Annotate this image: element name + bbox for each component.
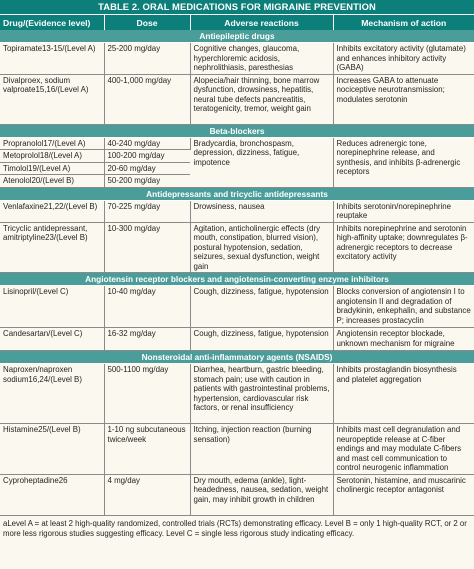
drug-cell: Cyproheptadine26 xyxy=(0,474,104,515)
drug-cell: Propranolol17/(Level A) xyxy=(0,137,104,150)
drug-cell: Candesartan/(Level C) xyxy=(0,328,104,351)
table-row xyxy=(0,424,474,475)
dose-cell: 400-1,000 mg/day xyxy=(104,74,190,124)
table-footnote: aLevel A = at least 2 high-quality randomized, controlled trials (RCTs) demonstrating efficacy. Level B = only 1 high-quality RCT, or 2 or more less rigorous studies suggesting efficacy. Level C = single less rigorous study indicating efficacy. xyxy=(0,516,474,542)
dose-cell: 10-40 mg/day xyxy=(104,286,190,328)
mechanism-cell: Inhibits prostaglandin biosynthesis and platelet aggregation xyxy=(333,364,474,424)
section-title: Beta-blockers xyxy=(0,124,474,137)
medication-table xyxy=(0,14,474,516)
section-row xyxy=(0,124,474,137)
section-row xyxy=(0,187,474,200)
drug-cell: Tricyclic antidepressant, amitriptyline23/(Level B) xyxy=(0,222,104,273)
section-title: Angiotensin receptor blockers and angiotensin-converting enzyme inhibitors xyxy=(0,273,474,286)
table-row xyxy=(0,74,474,124)
adverse-cell: Cognitive changes, glaucoma, hyperchloremic acidosis, nephrolithiasis, paresthesias xyxy=(190,43,333,75)
table-row xyxy=(0,286,474,328)
mechanism-cell: Inhibits excitatory activity (glutamate) and enhances inhibitory activity (GABA) xyxy=(333,43,474,75)
section-row xyxy=(0,351,474,364)
section-row xyxy=(0,30,474,43)
dose-cell: 10-300 mg/day xyxy=(104,222,190,273)
drug-cell: Lisinopril/(Level C) xyxy=(0,286,104,328)
section-title: Antiepileptic drugs xyxy=(0,30,474,43)
drug-cell: Metoprolol18/(Level A) xyxy=(0,150,104,163)
dose-cell: 500-1100 mg/day xyxy=(104,364,190,424)
header-adverse-reactions: Adverse reactions xyxy=(190,15,333,31)
adverse-cell: Diarrhea, heartburn, gastric bleeding, stomach pain; use with caution in patients with gastrointestinal problems, hypertension, cardiovascular risk factors, or renal insufficiency xyxy=(190,364,333,424)
drug-cell: Naproxen/naproxen sodium16,24/(Level B) xyxy=(0,364,104,424)
header-mechanism: Mechanism of action xyxy=(333,15,474,31)
adverse-cell: Bradycardia, bronchospasm, depression, dizziness, fatigue, impotence xyxy=(190,137,333,187)
mechanism-cell: Angiotensin receptor blockade, unknown mechanism for migraine xyxy=(333,328,474,351)
dose-cell: 16-32 mg/day xyxy=(104,328,190,351)
header-row xyxy=(0,15,474,31)
mechanism-cell: Inhibits norepinephrine and serotonin high-affinity uptake; downregulates β-adrenergic receptors to decrease excitatory activity xyxy=(333,222,474,273)
table-title: TABLE 2. ORAL MEDICATIONS FOR MIGRAINE PREVENTION xyxy=(0,0,474,14)
table-row xyxy=(0,222,474,273)
adverse-cell: Itching, injection reaction (burning sensation) xyxy=(190,424,333,475)
table-row xyxy=(0,474,474,515)
adverse-cell: Alopecia/hair thinning, bone marrow dysfunction, drowsiness, hepatitis, neural tube defects pancreatitis, teratogenicity, tremor, weight gain xyxy=(190,74,333,124)
dose-cell: 70-225 mg/day xyxy=(104,200,190,222)
dose-cell: 25-200 mg/day xyxy=(104,43,190,75)
dose-cell: 50-200 mg/day xyxy=(104,175,190,188)
adverse-cell: Dry mouth, edema (ankle), light-headedness, nausea, sedation, weight gain, may inhibit growth in children xyxy=(190,474,333,515)
header-drug: Drug/(Evidence level) xyxy=(0,15,104,31)
header-dose: Dose xyxy=(104,15,190,31)
mechanism-cell: Inhibits mast cell degranulation and neuropeptide release at C-fiber endings and may modulate C-fibers and mast cell communication to control neurogenic inflammation xyxy=(333,424,474,475)
dose-cell: 1-10 ng subcutaneous twice/week xyxy=(104,424,190,475)
mechanism-cell: Reduces adrenergic tone, norepinephrine release, and synthesis, and inhibits β-adrenergic receptors xyxy=(333,137,474,187)
drug-cell: Divalproex, sodium valproate15,16/(Level A) xyxy=(0,74,104,124)
drug-cell: Venlafaxine21,22/(Level B) xyxy=(0,200,104,222)
drug-cell: Histamine25/(Level B) xyxy=(0,424,104,475)
adverse-cell: Drowsiness, nausea xyxy=(190,200,333,222)
adverse-cell: Agitation, anticholinergic effects (dry mouth, constipation, blurred vision), postural hypotension, sedation, seizures, sexual dysfunction, weight gain xyxy=(190,222,333,273)
adverse-cell: Cough, dizziness, fatigue, hypotension xyxy=(190,286,333,328)
section-title: Nonsteroidal anti-inflammatory agents (NSAIDS) xyxy=(0,351,474,364)
mechanism-cell: Increases GABA to attenuate nociceptive neurotransmission; modulates serotonin xyxy=(333,74,474,124)
table-row xyxy=(0,137,474,150)
dose-cell: 40-240 mg/day xyxy=(104,137,190,150)
drug-cell: Timolol19/(Level A) xyxy=(0,162,104,175)
adverse-cell: Cough, dizziness, fatigue, hypotension xyxy=(190,328,333,351)
table-row xyxy=(0,328,474,351)
mechanism-cell: Inhibits serotonin/norepinephrine reuptake xyxy=(333,200,474,222)
drug-cell: Atenolol20/(Level B) xyxy=(0,175,104,188)
mechanism-cell: Serotonin, histamine, and muscarinic cholinergic receptor antagonist xyxy=(333,474,474,515)
section-title: Antidepressants and tricyclic antidepressants xyxy=(0,187,474,200)
mechanism-cell: Blocks conversion of angiotensin I to angiotensin II and degradation of bradykinin, enkephalin, and substance P; increases prostacyclin xyxy=(333,286,474,328)
drug-cell: Topiramate13-15/(Level A) xyxy=(0,43,104,75)
table-row xyxy=(0,364,474,424)
table-row xyxy=(0,43,474,75)
section-row xyxy=(0,273,474,286)
dose-cell: 20-60 mg/day xyxy=(104,162,190,175)
dose-cell: 4 mg/day xyxy=(104,474,190,515)
table-row xyxy=(0,200,474,222)
dose-cell: 100-200 mg/day xyxy=(104,150,190,163)
